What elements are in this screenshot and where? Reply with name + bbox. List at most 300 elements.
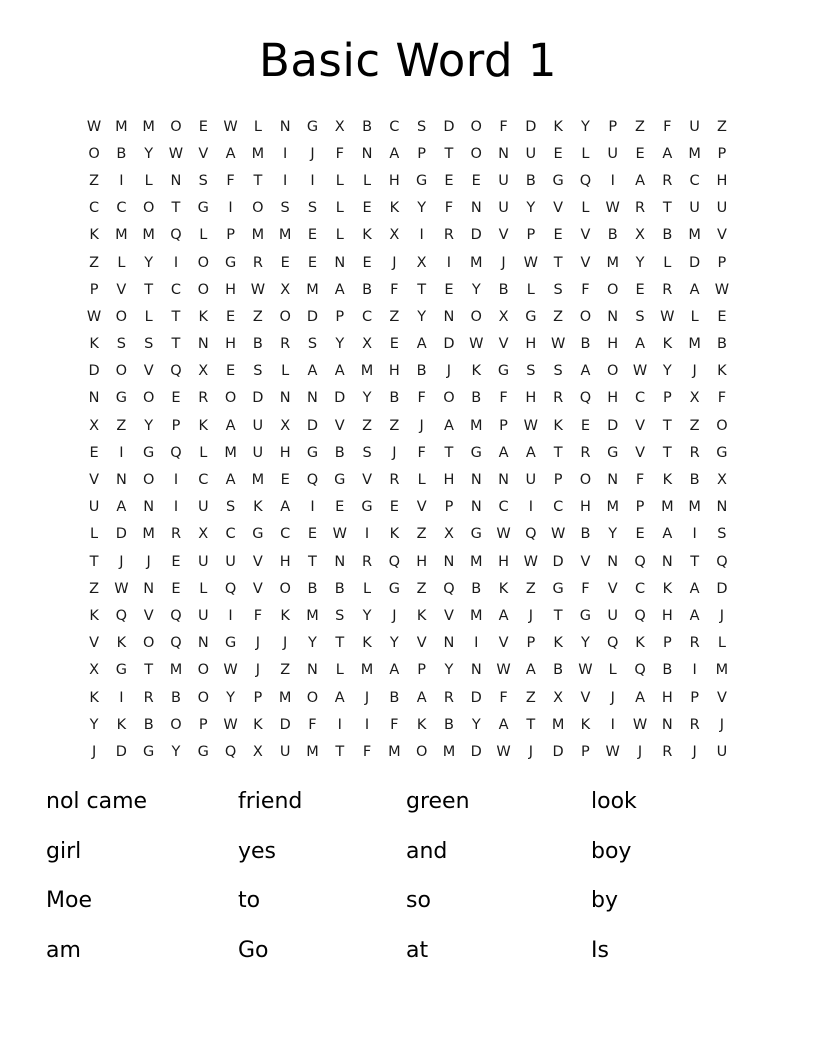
grid-letter[interactable]: V [716, 227, 727, 244]
grid-letter[interactable]: F [226, 172, 235, 189]
grid-letter[interactable]: E [89, 444, 99, 461]
grid-letter[interactable]: M [551, 716, 565, 733]
grid-letter[interactable]: U [498, 200, 509, 217]
grid-letter[interactable]: E [198, 118, 208, 135]
grid-letter[interactable]: P [662, 390, 672, 407]
grid-letter[interactable]: Y [144, 145, 154, 162]
grid-letter[interactable]: X [416, 254, 427, 271]
grid-letter[interactable]: L [608, 662, 617, 679]
grid-letter[interactable]: X [389, 227, 400, 244]
grid-letter[interactable]: E [171, 553, 181, 570]
word-list-item[interactable]: Is [591, 937, 609, 963]
grid-letter[interactable]: T [171, 336, 181, 353]
grid-letter[interactable]: W [86, 118, 102, 135]
word-list-item[interactable]: nol came [46, 789, 148, 814]
grid-letter[interactable]: I [228, 200, 233, 217]
grid-letter[interactable]: A [416, 689, 427, 706]
grid-letter[interactable]: M [469, 607, 483, 624]
grid-letter[interactable]: Y [444, 662, 454, 679]
grid-letter[interactable]: Y [308, 635, 317, 652]
grid-letter[interactable]: Z [416, 580, 427, 597]
grid-letter[interactable]: T [335, 743, 345, 760]
grid-letter[interactable]: G [388, 580, 400, 597]
grid-letter[interactable]: L [335, 227, 344, 244]
grid-letter[interactable]: A [635, 172, 645, 189]
grid-letter[interactable]: K [198, 417, 209, 434]
grid-letter[interactable]: B [252, 336, 263, 353]
grid-letter[interactable]: H [661, 689, 673, 706]
grid-letter[interactable]: V [580, 227, 591, 244]
grid-letter[interactable]: F [362, 743, 372, 760]
grid-letter[interactable]: F [663, 118, 672, 135]
grid-letter[interactable]: I [610, 716, 615, 733]
grid-letter[interactable]: M [388, 743, 401, 760]
grid-letter[interactable]: I [173, 472, 179, 489]
grid-letter[interactable]: A [635, 336, 645, 353]
grid-letter[interactable]: T [553, 444, 563, 461]
grid-letter[interactable]: A [416, 336, 427, 353]
grid-letter[interactable]: S [253, 363, 263, 380]
grid-letter[interactable]: T [335, 635, 345, 652]
grid-letter[interactable]: B [171, 689, 181, 706]
grid-letter[interactable]: G [306, 444, 319, 461]
grid-letter[interactable]: U [252, 444, 264, 461]
grid-letter[interactable]: F [253, 607, 263, 624]
grid-letter[interactable]: P [717, 145, 727, 162]
grid-letter[interactable]: M [142, 227, 155, 244]
grid-letter[interactable]: W [523, 553, 538, 570]
grid-letter[interactable]: A [525, 444, 536, 461]
grid-letter[interactable]: L [417, 472, 426, 489]
grid-letter[interactable]: Z [525, 689, 536, 706]
grid-letter[interactable]: O [142, 635, 155, 652]
grid-letter[interactable]: D [334, 390, 346, 407]
grid-letter[interactable]: R [252, 254, 263, 271]
grid-letter[interactable]: Q [170, 607, 182, 624]
grid-letter[interactable]: E [362, 200, 372, 217]
grid-letter[interactable]: P [417, 662, 427, 679]
grid-letter[interactable]: M [306, 743, 319, 760]
grid-letter[interactable]: G [115, 390, 127, 407]
grid-letter[interactable]: A [689, 580, 700, 597]
grid-letter[interactable]: O [197, 689, 209, 706]
grid-letter[interactable]: J [719, 607, 725, 624]
grid-letter[interactable]: D [689, 254, 701, 271]
grid-letter[interactable]: R [389, 472, 400, 489]
grid-letter[interactable]: N [661, 553, 673, 570]
grid-letter[interactable]: L [335, 172, 344, 189]
grid-letter[interactable]: F [581, 580, 590, 597]
grid-letter[interactable]: C [89, 200, 100, 217]
grid-letter[interactable]: E [280, 472, 290, 489]
grid-letter[interactable]: Z [116, 417, 127, 434]
grid-letter[interactable]: W [632, 363, 648, 380]
grid-letter[interactable]: N [607, 308, 619, 325]
grid-letter[interactable]: W [114, 580, 129, 597]
grid-letter[interactable]: E [635, 526, 645, 543]
grid-letter[interactable]: B [498, 281, 509, 298]
grid-letter[interactable]: R [443, 227, 454, 244]
grid-letter[interactable]: U [525, 472, 537, 489]
grid-letter[interactable]: F [717, 390, 727, 407]
grid-letter[interactable]: J [392, 254, 397, 271]
grid-letter[interactable]: K [89, 689, 99, 706]
grid-letter[interactable]: O [142, 390, 155, 407]
grid-letter[interactable]: I [692, 526, 697, 543]
grid-letter[interactable]: A [280, 499, 291, 516]
grid-letter[interactable]: W [605, 200, 620, 217]
grid-letter[interactable]: Q [607, 635, 619, 652]
grid-letter[interactable]: C [553, 499, 564, 516]
grid-letter[interactable]: N [716, 499, 728, 516]
grid-letter[interactable]: G [470, 526, 482, 543]
grid-letter[interactable]: O [306, 689, 319, 706]
grid-letter[interactable]: R [689, 444, 700, 461]
grid-letter[interactable]: L [253, 118, 262, 135]
grid-letter[interactable]: N [361, 145, 373, 162]
grid-letter[interactable]: V [143, 607, 154, 624]
grid-letter[interactable]: R [362, 553, 373, 570]
grid-letter[interactable]: B [607, 227, 618, 244]
grid-letter[interactable]: D [443, 118, 455, 135]
grid-letter[interactable]: L [663, 254, 672, 271]
grid-letter[interactable]: G [115, 662, 127, 679]
grid-letter[interactable]: M [606, 254, 619, 271]
grid-letter[interactable]: V [553, 200, 564, 217]
grid-letter[interactable]: I [173, 499, 179, 516]
grid-letter[interactable]: M [278, 689, 292, 706]
grid-letter[interactable]: C [498, 499, 509, 516]
grid-letter[interactable]: I [610, 172, 615, 189]
grid-letter[interactable]: L [335, 662, 344, 679]
grid-letter[interactable]: Q [115, 607, 128, 624]
grid-letter[interactable]: K [253, 716, 263, 733]
grid-letter[interactable]: O [170, 716, 182, 733]
grid-letter[interactable]: P [89, 281, 99, 298]
grid-letter[interactable]: V [416, 499, 427, 516]
grid-letter[interactable]: P [335, 308, 345, 325]
grid-letter[interactable]: G [497, 363, 510, 380]
grid-letter[interactable]: T [171, 308, 181, 325]
grid-letter[interactable]: L [144, 172, 153, 189]
grid-letter[interactable]: H [225, 281, 237, 298]
grid-letter[interactable]: K [471, 363, 481, 380]
grid-letter[interactable]: D [470, 689, 482, 706]
grid-letter[interactable]: H [579, 499, 591, 516]
grid-letter[interactable]: V [89, 635, 100, 652]
grid-letter[interactable]: L [363, 580, 372, 597]
grid-letter[interactable]: C [280, 526, 291, 543]
grid-letter[interactable]: E [389, 499, 399, 516]
grid-letter[interactable]: A [662, 145, 673, 162]
grid-letter[interactable]: E [553, 145, 563, 162]
grid-letter[interactable]: L [526, 281, 535, 298]
grid-letter[interactable]: H [388, 172, 400, 189]
grid-letter[interactable]: Z [635, 118, 645, 135]
grid-letter[interactable]: K [717, 363, 727, 380]
grid-letter[interactable]: C [225, 526, 236, 543]
grid-letter[interactable]: I [692, 662, 697, 679]
grid-letter[interactable]: M [442, 743, 456, 760]
grid-letter[interactable]: I [119, 689, 124, 706]
grid-letter[interactable]: K [253, 499, 263, 516]
grid-letter[interactable]: F [390, 716, 399, 733]
grid-letter[interactable]: O [170, 118, 182, 135]
grid-letter[interactable]: B [662, 227, 673, 244]
grid-letter[interactable]: F [335, 145, 344, 162]
grid-letter[interactable]: M [469, 254, 483, 271]
grid-letter[interactable]: F [499, 689, 508, 706]
word-list-item[interactable]: to [238, 888, 261, 913]
grid-letter[interactable]: O [224, 390, 237, 407]
grid-letter[interactable]: B [334, 444, 345, 461]
grid-letter[interactable]: V [635, 417, 645, 434]
grid-letter[interactable]: P [690, 689, 699, 706]
grid-letter[interactable]: Y [581, 118, 590, 135]
grid-letter[interactable]: X [280, 417, 291, 434]
grid-letter[interactable]: U [88, 499, 100, 516]
grid-letter[interactable]: Z [525, 580, 536, 597]
grid-letter[interactable]: J [419, 417, 424, 434]
word-list-item[interactable]: Go [238, 937, 269, 963]
grid-letter[interactable]: H [279, 444, 291, 461]
grid-letter[interactable]: V [580, 254, 591, 271]
grid-letter[interactable]: N [334, 254, 346, 271]
grid-letter[interactable]: B [662, 662, 673, 679]
grid-letter[interactable]: U [607, 145, 619, 162]
grid-letter[interactable]: Y [417, 200, 427, 217]
grid-letter[interactable]: K [662, 580, 673, 597]
grid-letter[interactable]: G [607, 444, 619, 461]
grid-letter[interactable]: D [552, 743, 564, 760]
grid-letter[interactable]: P [581, 743, 590, 760]
grid-letter[interactable]: R [689, 716, 700, 733]
grid-letter[interactable]: N [607, 472, 619, 489]
grid-letter[interactable]: E [362, 254, 372, 271]
word-list-item[interactable]: and [406, 838, 448, 864]
grid-letter[interactable]: P [553, 472, 563, 489]
grid-letter[interactable]: A [389, 662, 400, 679]
grid-letter[interactable]: T [444, 444, 454, 461]
grid-letter[interactable]: L [90, 526, 99, 543]
grid-letter[interactable]: Y [635, 254, 645, 271]
grid-letter[interactable]: W [523, 254, 538, 271]
grid-letter[interactable]: R [689, 635, 700, 652]
grid-letter[interactable]: I [419, 227, 424, 244]
grid-letter[interactable]: E [389, 336, 399, 353]
grid-letter[interactable]: F [390, 281, 399, 298]
grid-letter[interactable]: Y [471, 716, 481, 733]
grid-letter[interactable]: U [607, 607, 619, 624]
grid-letter[interactable]: M [142, 526, 155, 543]
grid-letter[interactable]: A [389, 145, 400, 162]
grid-letter[interactable]: O [115, 308, 128, 325]
grid-letter[interactable]: V [252, 580, 263, 597]
grid-letter[interactable]: H [607, 336, 619, 353]
grid-letter[interactable]: A [662, 526, 673, 543]
grid-letter[interactable]: O [197, 281, 209, 298]
grid-letter[interactable]: M [306, 281, 319, 298]
grid-letter[interactable]: H [225, 336, 237, 353]
grid-letter[interactable]: B [362, 281, 373, 298]
grid-letter[interactable]: U [197, 553, 209, 570]
grid-letter[interactable]: O [470, 118, 482, 135]
grid-letter[interactable]: B [443, 716, 454, 733]
grid-letter[interactable]: W [578, 662, 593, 679]
grid-letter[interactable]: M [169, 662, 183, 679]
word-list-item[interactable]: friend [238, 789, 303, 814]
grid-letter[interactable]: F [444, 200, 454, 217]
grid-letter[interactable]: V [607, 580, 618, 597]
grid-letter[interactable]: M [661, 499, 674, 516]
grid-letter[interactable]: C [198, 472, 209, 489]
grid-letter[interactable]: O [279, 308, 291, 325]
grid-letter[interactable]: Y [226, 689, 235, 706]
grid-letter[interactable]: J [146, 553, 151, 570]
grid-letter[interactable]: S [116, 336, 126, 353]
grid-letter[interactable]: N [197, 336, 209, 353]
grid-letter[interactable]: H [716, 172, 728, 189]
grid-letter[interactable]: L [581, 145, 590, 162]
grid-letter[interactable]: V [443, 607, 454, 624]
grid-letter[interactable]: M [306, 607, 319, 624]
grid-letter[interactable]: M [469, 417, 483, 434]
grid-letter[interactable]: D [88, 363, 100, 380]
grid-letter[interactable]: D [525, 118, 537, 135]
grid-letter[interactable]: Z [280, 662, 291, 679]
grid-letter[interactable]: J [692, 743, 697, 760]
grid-letter[interactable]: T [444, 145, 454, 162]
grid-letter[interactable]: U [252, 417, 264, 434]
grid-letter[interactable]: S [553, 363, 563, 380]
grid-letter[interactable]: I [173, 254, 179, 271]
grid-letter[interactable]: I [283, 172, 288, 189]
word-list-item[interactable]: boy [591, 838, 632, 864]
grid-letter[interactable]: G [143, 743, 155, 760]
grid-letter[interactable]: P [717, 254, 727, 271]
grid-letter[interactable]: W [632, 716, 648, 733]
grid-letter[interactable]: E [635, 281, 645, 298]
grid-letter[interactable]: U [498, 172, 509, 189]
grid-letter[interactable]: X [198, 526, 209, 543]
grid-letter[interactable]: T [526, 716, 536, 733]
grid-letter[interactable]: N [470, 499, 482, 516]
grid-letter[interactable]: J [692, 363, 697, 380]
grid-letter[interactable]: S [307, 200, 318, 217]
grid-letter[interactable]: I [364, 716, 370, 733]
grid-letter[interactable]: S [280, 200, 290, 217]
grid-letter[interactable]: F [417, 390, 426, 407]
grid-letter[interactable]: B [580, 526, 591, 543]
grid-letter[interactable]: W [168, 145, 184, 162]
grid-letter[interactable]: G [552, 172, 564, 189]
grid-letter[interactable]: A [307, 363, 318, 380]
grid-letter[interactable]: J [446, 363, 452, 380]
grid-letter[interactable]: Q [224, 743, 237, 760]
grid-letter[interactable]: B [416, 363, 427, 380]
grid-letter[interactable]: S [717, 526, 727, 543]
grid-letter[interactable]: Y [89, 716, 99, 733]
grid-letter[interactable]: M [606, 499, 619, 516]
grid-letter[interactable]: A [689, 607, 700, 624]
grid-letter[interactable]: Y [171, 743, 181, 760]
grid-letter[interactable]: J [719, 716, 725, 733]
grid-letter[interactable]: D [115, 743, 127, 760]
grid-letter[interactable]: U [225, 553, 236, 570]
grid-letter[interactable]: E [335, 499, 345, 516]
grid-letter[interactable]: Q [634, 662, 646, 679]
grid-letter[interactable]: W [223, 662, 238, 679]
grid-letter[interactable]: Q [443, 580, 455, 597]
grid-letter[interactable]: M [688, 499, 701, 516]
grid-letter[interactable]: G [252, 526, 264, 543]
grid-letter[interactable]: N [470, 200, 482, 217]
grid-letter[interactable]: X [635, 227, 645, 244]
grid-letter[interactable]: I [446, 254, 452, 271]
grid-letter[interactable]: W [550, 526, 566, 543]
grid-letter[interactable]: E [635, 145, 645, 162]
grid-letter[interactable]: M [251, 227, 265, 244]
grid-letter[interactable]: X [362, 336, 373, 353]
grid-letter[interactable]: T [417, 281, 427, 298]
grid-letter[interactable]: M [142, 118, 155, 135]
grid-letter[interactable]: V [498, 336, 509, 353]
grid-letter[interactable]: W [250, 281, 266, 298]
grid-letter[interactable]: P [526, 635, 536, 652]
grid-letter[interactable]: C [116, 200, 127, 217]
grid-letter[interactable]: E [471, 172, 481, 189]
grid-letter[interactable]: T [690, 553, 700, 570]
grid-letter[interactable]: I [310, 172, 315, 189]
grid-letter[interactable]: A [689, 281, 700, 298]
grid-letter[interactable]: M [278, 227, 292, 244]
grid-letter[interactable]: R [634, 200, 646, 217]
grid-letter[interactable]: F [308, 716, 317, 733]
grid-letter[interactable]: Q [170, 444, 182, 461]
grid-letter[interactable]: R [580, 444, 591, 461]
grid-letter[interactable]: L [144, 308, 153, 325]
grid-letter[interactable]: E [580, 417, 591, 434]
grid-letter[interactable]: A [225, 417, 236, 434]
grid-letter[interactable]: V [143, 363, 154, 380]
grid-letter[interactable]: N [443, 553, 455, 570]
grid-letter[interactable]: K [662, 472, 673, 489]
grid-letter[interactable]: J [501, 254, 506, 271]
grid-letter[interactable]: L [117, 254, 126, 271]
grid-letter[interactable]: F [499, 390, 508, 407]
grid-letter[interactable]: V [580, 553, 591, 570]
grid-letter[interactable]: G [197, 743, 209, 760]
grid-letter[interactable]: K [635, 635, 645, 652]
grid-letter[interactable]: B [307, 580, 318, 597]
word-list-item[interactable]: Moe [46, 888, 92, 913]
grid-letter[interactable]: Q [634, 607, 646, 624]
grid-letter[interactable]: Z [389, 308, 400, 325]
grid-letter[interactable]: V [716, 689, 727, 706]
grid-letter[interactable]: V [635, 444, 645, 461]
grid-letter[interactable]: Z [553, 308, 564, 325]
grid-letter[interactable]: Y [362, 607, 372, 624]
grid-letter[interactable]: Q [579, 172, 592, 189]
grid-letter[interactable]: M [469, 553, 483, 570]
grid-letter[interactable]: U [279, 743, 291, 760]
grid-letter[interactable]: E [171, 390, 181, 407]
grid-letter[interactable]: D [552, 553, 564, 570]
grid-letter[interactable]: P [226, 227, 235, 244]
grid-letter[interactable]: X [689, 390, 700, 407]
grid-letter[interactable]: N [143, 499, 155, 516]
grid-letter[interactable]: K [116, 635, 127, 652]
